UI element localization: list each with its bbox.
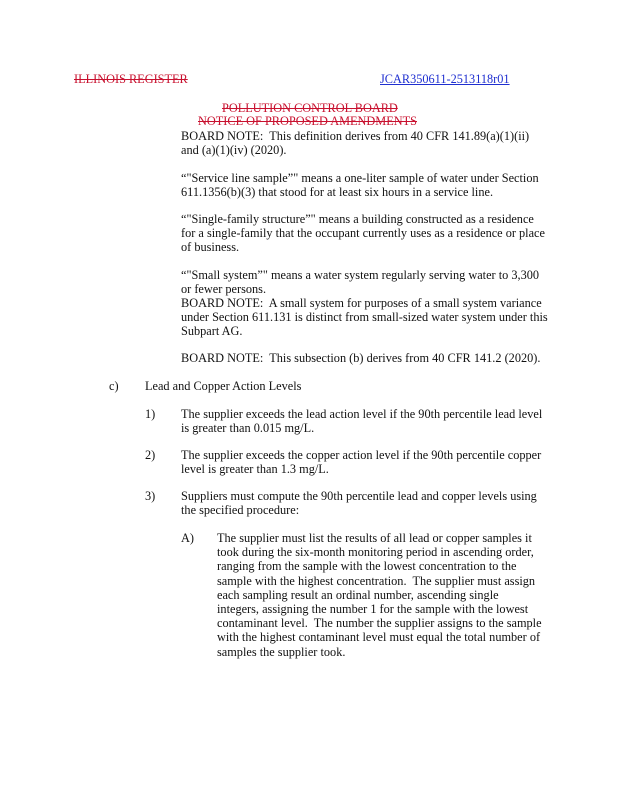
document-code: JCAR350611-2513118r01: [380, 72, 510, 86]
text-line: each sampling result an ordinal number, ascending single: [217, 587, 499, 602]
definition-single-family-structure: [181, 212, 545, 255]
text-line: level is greater than 1.3 mg/L.: [181, 462, 329, 477]
text-line: took during the six-month monitoring period in ascending order,: [217, 545, 534, 560]
text-line: The supplier exceeds the lead action level if the 90th percentile lead level: [181, 407, 543, 421]
text-line: ranging from the sample with the lowest concentration to the: [217, 559, 517, 574]
text-line: samples the supplier took.: [217, 644, 346, 659]
text-line: sample with the highest concentration. The supplier must assign: [217, 573, 536, 588]
text-line: BOARD NOTE: This subsection (b) derives from 40 CFR 141.2 (2020).: [181, 351, 541, 365]
text-line: “"Small system”" means a water system regularly serving water to 3,300: [181, 268, 540, 282]
text-line: BOARD NOTE: A small system for purposes of a small system variance: [181, 296, 542, 310]
text-line: is greater than 0.015 mg/L.: [181, 421, 315, 436]
text-line: contaminant level. The number the supplier assigns to the sample: [217, 616, 542, 631]
text-line: “"Single-family structure”" means a building constructed as a residence: [181, 212, 534, 226]
board-note-1: [181, 129, 529, 157]
item-1-number: 1): [145, 407, 156, 421]
text-line: for a single-family that the occupant currently uses as a residence or place: [181, 226, 545, 241]
item-a-number: A): [181, 531, 194, 545]
item-2-number: 2): [145, 448, 156, 462]
register-title: ILLINOIS REGISTER: [74, 72, 188, 86]
text-line: with the highest contaminant level must equal the total number of: [217, 630, 541, 645]
section-c-title: Lead and Copper Action Levels: [145, 379, 302, 393]
text-line: Subpart AG.: [181, 324, 243, 339]
definition-small-system: [181, 268, 539, 296]
board-note-2: [181, 296, 548, 339]
text-line: under Section 611.131 is distinct from small-sized water system under this: [181, 310, 548, 325]
text-line: the specified procedure:: [181, 503, 300, 518]
item-1-text: [181, 407, 542, 435]
text-line: The supplier exceeds the copper action level if the 90th percentile copper: [181, 448, 542, 462]
board-note-3: [181, 351, 540, 365]
text-line: or fewer persons.: [181, 282, 267, 297]
item-2-text: [181, 448, 541, 476]
item-a-text: [217, 531, 542, 659]
text-line: integers, assigning the number 1 for the sample with the lowest: [217, 602, 529, 617]
definition-service-line-sample: [181, 171, 539, 199]
notice-heading: NOTICE OF PROPOSED AMENDMENTS: [198, 114, 417, 128]
text-line: The supplier must list the results of all lead or copper samples it: [217, 531, 532, 545]
text-line: BOARD NOTE: This definition derives from 40 CFR 141.89(a)(1)(ii): [181, 129, 530, 143]
section-c-number: c): [109, 379, 119, 393]
text-line: Suppliers must compute the 90th percentile lead and copper levels using: [181, 489, 537, 503]
text-line: 611.1356(b)(3) that stood for at least six hours in a service line.: [181, 185, 494, 200]
item-3-number: 3): [145, 489, 156, 503]
board-heading: POLLUTION CONTROL BOARD: [222, 101, 398, 115]
text-line: “"Service line sample”" means a one-liter sample of water under Section: [181, 171, 539, 185]
item-3-text: [181, 489, 537, 517]
text-line: and (a)(1)(iv) (2020).: [181, 143, 287, 158]
text-line: of business.: [181, 240, 240, 255]
